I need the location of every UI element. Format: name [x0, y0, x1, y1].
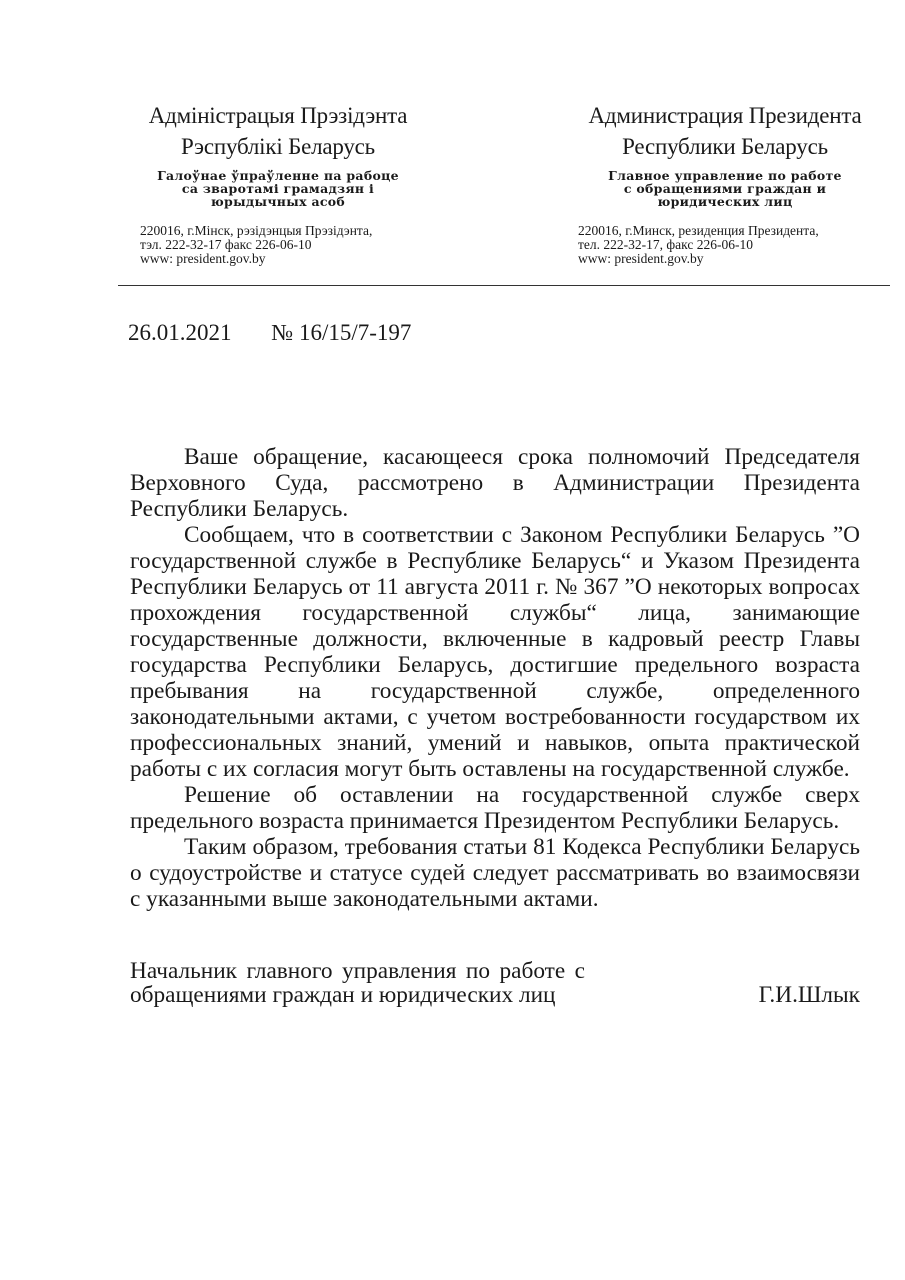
body-paragraph: Решение об оставлении на государственной службе сверх предельного возраста принимается Президентом Республики Беларусь.	[130, 782, 860, 834]
body-paragraph: Таким образом, требования статьи 81 Кодекса Республики Беларусь о судоустройстве и статусе судей следует рассматривать во взаимосвязи с указанными выше законодательными актами.	[130, 834, 860, 912]
org-name-line2: Республики Беларусь	[622, 134, 828, 159]
letterhead-russian	[560, 100, 890, 266]
address-line1: 220016, г.Мінск, рэзідэнцыя Прэзідэнта,	[140, 223, 373, 238]
contact-block	[560, 224, 890, 266]
body-paragraph: Ваше обращение, касающееся срока полномочий Председателя Верховного Суда, рассмотрено в Администрации Президента Республики Беларусь.	[130, 444, 860, 522]
address-line2: тел. 222-32-17, факс 226-06-10	[578, 237, 753, 252]
document-number: № 16/15/7-197	[271, 320, 412, 345]
department-line3: юридических лиц	[657, 194, 793, 209]
signatory-name: Г.И.Шлык	[758, 981, 860, 1008]
website: www: president.gov.by	[578, 251, 704, 266]
org-name-line1: Администрация Президента	[588, 103, 862, 128]
signatory-title: Начальник главного управления по работе с обращениями граждан и юридических лиц	[130, 958, 585, 1008]
department-name	[118, 169, 438, 208]
letter-body	[130, 444, 860, 912]
website: www: president.gov.by	[140, 251, 266, 266]
body-paragraph: Сообщаем, что в соответствии с Законом Республики Беларусь ”О государственной службе в Республике Беларусь“ и Указом Президента Республики Беларусь от 11 августа 2011 г. № 367 ”О некоторых вопросах прохождения государственной службы“ лица, занимающие государственные должности, включенные в кадровый реестр Главы государства Республики Беларусь, достигшие предельного возраста пребывания на государственной службе, определенного законодательными актами, с учетом востребованности государством их профессиональных знаний, умений и навыков, опыта практической работы с их согласия могут быть оставлены на государственной службе.	[130, 522, 860, 782]
department-name	[560, 169, 890, 208]
department-line1: Галоўнае ўпраўленне па рабоце	[157, 168, 399, 183]
org-name-line2: Рэспублікі Беларусь	[181, 134, 375, 159]
registration-line	[128, 320, 411, 346]
department-line3: юрыдычных асоб	[210, 194, 346, 209]
department-line1: Главное управление по работе	[608, 168, 842, 183]
contact-block	[118, 224, 438, 266]
address-line2: тэл. 222-32-17 факс 226-06-10	[140, 237, 312, 252]
signature-block	[130, 960, 860, 1007]
letterhead-belarusian	[118, 100, 438, 266]
department-line2: са зваротамі грамадзян і	[181, 181, 375, 196]
document-date: 26.01.2021	[128, 320, 232, 345]
department-line2: с обращениями граждан и	[623, 181, 827, 196]
org-name-line1: Адміністрацыя Прэзідэнта	[148, 103, 408, 128]
header-divider	[118, 285, 890, 286]
address-line1: 220016, г.Минск, резиденция Президента,	[578, 223, 819, 238]
